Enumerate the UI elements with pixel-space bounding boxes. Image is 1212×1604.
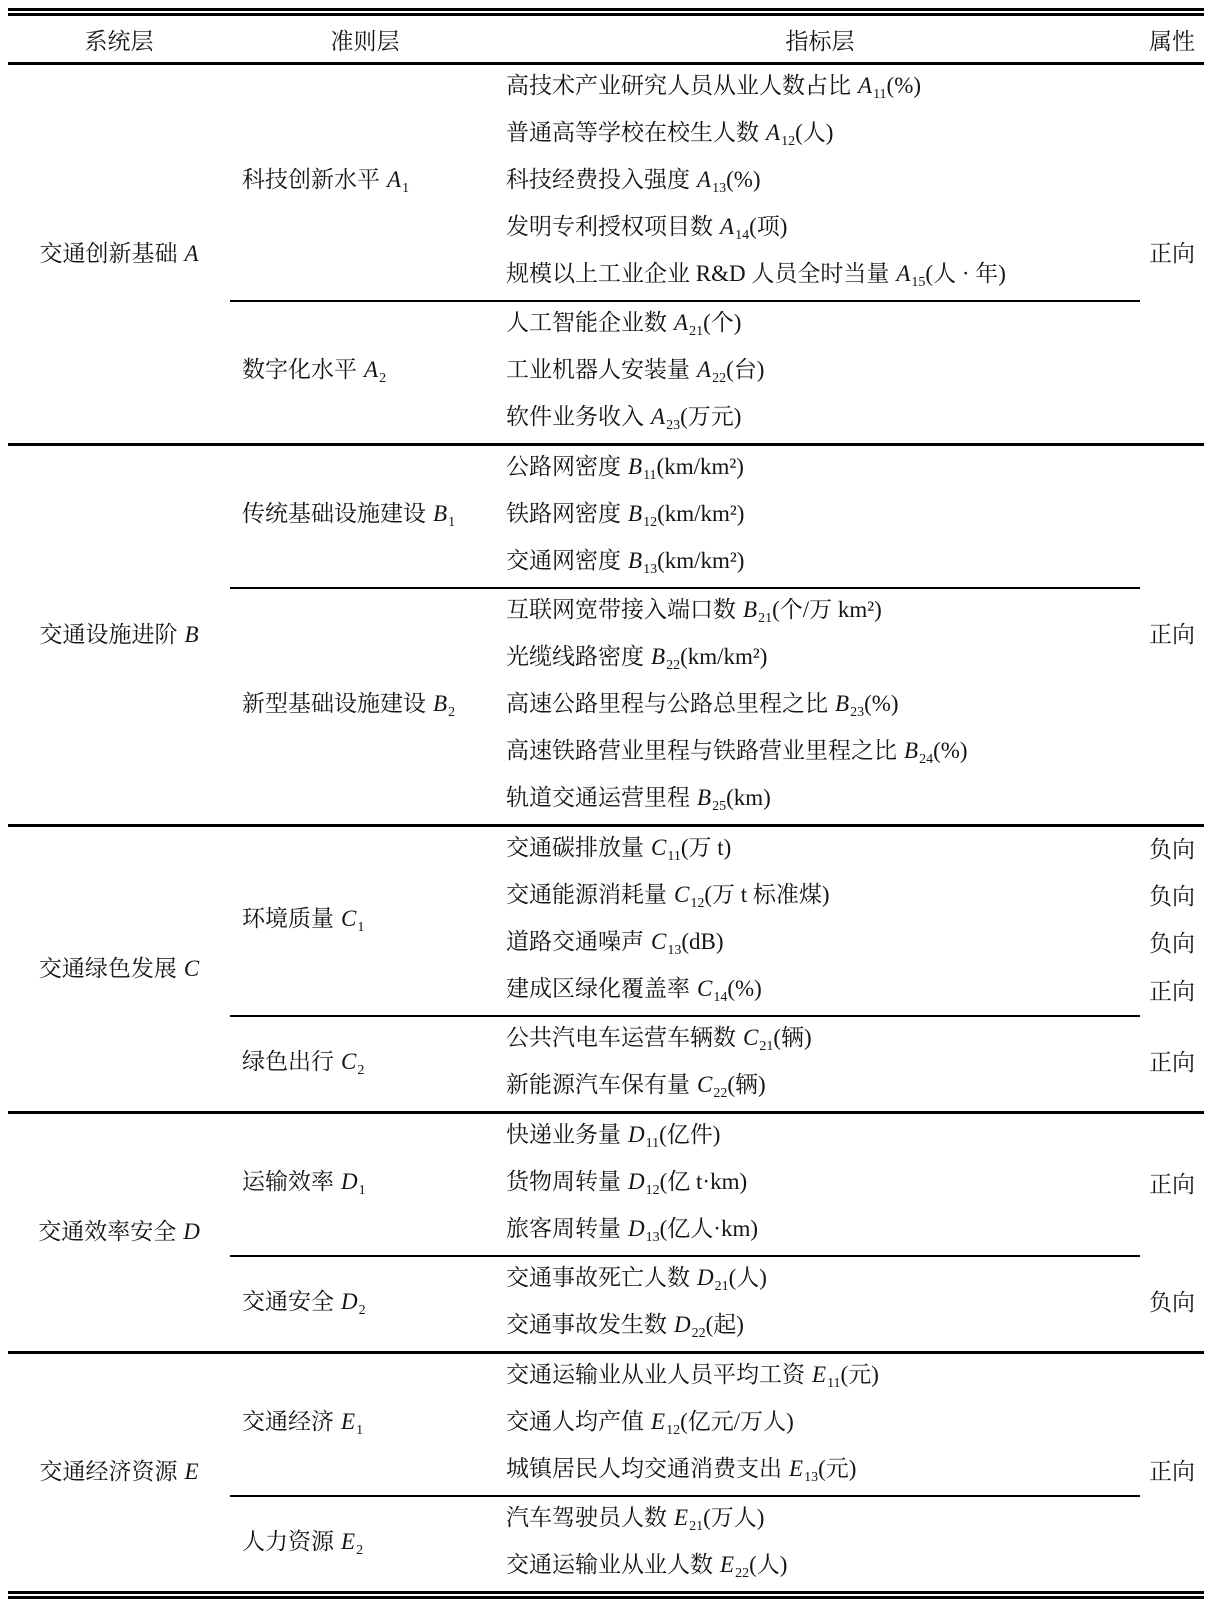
indicator-unit: (亿人·km) [659, 1216, 758, 1242]
indicator-sub: 24 [919, 752, 934, 768]
indicator-var: E [674, 1505, 689, 1531]
indicator-cell-A14 [500, 206, 1140, 253]
indicator-cell-D12 [500, 1161, 1140, 1208]
indicator-sub: 13 [643, 562, 658, 578]
indicator-sub: 22 [712, 371, 727, 387]
indicator-label: 道路交通噪声 [506, 929, 644, 955]
criterion-cell-E2 [230, 1496, 500, 1591]
indicator-cell-A22 [500, 349, 1140, 396]
indicator-unit: (万 t) [680, 835, 732, 861]
indicator-label: 人工智能企业数 [506, 310, 667, 336]
indicator-unit: (%) [886, 73, 922, 99]
system-var: C [183, 955, 200, 981]
criterion-cell-D1 [230, 1113, 500, 1257]
indicator-row-C-1 [8, 826, 1204, 875]
indicator-cell-B25 [500, 777, 1140, 826]
system-var: D [183, 1219, 200, 1245]
system-cell-B [8, 445, 230, 826]
attribute-label: 正向 [1149, 240, 1195, 266]
indicator-cell-E12 [500, 1401, 1140, 1448]
criterion-label: 科技创新水平 [242, 167, 380, 193]
indicator-cell-C22 [500, 1064, 1140, 1113]
indicator-sub: 23 [850, 705, 865, 721]
indicator-label: 交通人均产值 [506, 1409, 644, 1435]
criterion-label: 交通经济 [242, 1409, 334, 1435]
system-var: B [184, 621, 199, 647]
indicator-var: C [651, 929, 667, 955]
indicator-unit: (km/km²) [656, 454, 744, 480]
indicator-unit: (人) [795, 120, 834, 146]
indicator-label: 铁路网密度 [506, 501, 621, 527]
indicator-unit: (元) [818, 1456, 857, 1482]
indicator-label: 工业机器人安装量 [506, 357, 690, 383]
criterion-cell-C2 [230, 1016, 500, 1113]
criterion-sub: 1 [358, 1183, 366, 1199]
indicator-var: B [835, 691, 850, 717]
indicator-var: C [651, 835, 667, 861]
indicator-row-B-1 [8, 445, 1204, 494]
indicator-cell-B12 [500, 493, 1140, 540]
attribute-cell-D-1 [1140, 1113, 1204, 1257]
indicator-unit: (km/km²) [657, 501, 745, 527]
indicator-sub: 22 [713, 1086, 728, 1102]
indicator-sub: 21 [714, 1279, 729, 1295]
indicator-cell-A12 [500, 112, 1140, 159]
system-label: 交通设施进阶 [39, 621, 178, 647]
indicator-var: C [743, 1025, 759, 1051]
index-system-table-wrap [8, 8, 1204, 1599]
criterion-label: 传统基础设施建设 [242, 501, 426, 527]
indicator-sub: 25 [712, 799, 727, 815]
indicator-var: A [858, 73, 873, 99]
indicator-label: 高速铁路营业里程与铁路营业里程之比 [506, 738, 897, 764]
indicator-sub: 12 [666, 1423, 681, 1439]
indicator-cell-E22 [500, 1544, 1140, 1591]
criterion-cell-E1 [230, 1353, 500, 1497]
indicator-label: 汽车驾驶员人数 [506, 1505, 667, 1531]
indicator-cell-C13 [500, 921, 1140, 968]
indicator-var: E [812, 1362, 827, 1388]
criterion-cell-D2 [230, 1256, 500, 1353]
attribute-label: 正向 [1149, 1050, 1195, 1076]
system-cell-C [8, 826, 230, 1113]
indicator-sub: 15 [911, 275, 926, 291]
section-E [8, 1353, 1204, 1592]
indicator-var: B [743, 597, 758, 623]
indicator-unit: (dB) [681, 929, 724, 955]
indicator-sub: 12 [781, 134, 796, 150]
criterion-sub: 2 [448, 705, 456, 721]
criterion-sub: 1 [356, 1423, 364, 1439]
indicator-var: B [697, 785, 712, 811]
criterion-label: 交通安全 [242, 1288, 334, 1314]
indicator-var: B [904, 738, 919, 764]
indicator-label: 高技术产业研究人员从业人数占比 [506, 73, 851, 99]
indicator-var: A [720, 214, 735, 240]
indicator-unit: (项) [749, 214, 788, 240]
indicator-cell-E13 [500, 1448, 1140, 1496]
indicator-cell-A11 [500, 64, 1140, 113]
indicator-label: 交通运输业从业人数 [506, 1552, 713, 1578]
indicator-label: 科技经费投入强度 [506, 167, 690, 193]
indicator-cell-D13 [500, 1208, 1140, 1256]
criterion-label: 新型基础设施建设 [242, 691, 426, 717]
criterion-var: B [433, 501, 448, 527]
indicator-unit: (亿元/万人) [680, 1409, 794, 1435]
indicator-row-D-1 [8, 1113, 1204, 1162]
criterion-sub: 1 [402, 181, 410, 197]
attribute-label: 正向 [1149, 1459, 1195, 1485]
indicator-var: C [674, 882, 690, 908]
criterion-sub: 2 [357, 1062, 365, 1078]
indicator-unit: (km/km²) [680, 644, 768, 670]
indicator-cell-B24 [500, 730, 1140, 777]
criterion-var: D [341, 1288, 358, 1314]
criterion-sub: 2 [356, 1542, 364, 1558]
header-indicator: 指标层 [500, 16, 1140, 64]
indicator-var: C [697, 976, 713, 1002]
indicator-cell-B13 [500, 540, 1140, 588]
indicator-label: 规模以上工业企业 R&D 人员全时当量 [506, 261, 890, 287]
attribute-cell-B-1 [1140, 445, 1204, 826]
indicator-var: E [651, 1409, 666, 1435]
criterion-var: C [341, 1048, 357, 1074]
indicator-label: 交通运输业从业人员平均工资 [506, 1362, 805, 1388]
indicator-sub: 21 [759, 1039, 774, 1055]
system-cell-D [8, 1113, 230, 1353]
indicator-var: B [628, 454, 643, 480]
criterion-label: 数字化水平 [242, 357, 357, 383]
system-cell-A [8, 64, 230, 445]
indicator-label: 软件业务收入 [506, 404, 644, 430]
indicator-unit: (人) [749, 1552, 788, 1578]
indicator-sub: 21 [758, 611, 773, 627]
criterion-cell-C1 [230, 826, 500, 1017]
indicator-sub: 14 [735, 228, 750, 244]
attribute-label: 负向 [1149, 837, 1195, 863]
attribute-cell-A-1 [1140, 64, 1204, 445]
indicator-var: A [674, 310, 689, 336]
indicator-cell-C21 [500, 1016, 1140, 1064]
criterion-cell-A2 [230, 301, 500, 445]
attribute-cell-C-1 [1140, 826, 1204, 875]
indicator-cell-D11 [500, 1113, 1140, 1162]
indicator-cell-A21 [500, 301, 1140, 349]
criterion-label: 人力资源 [242, 1528, 334, 1554]
indicator-sub: 21 [689, 324, 704, 340]
indicator-sub: 22 [735, 1566, 750, 1582]
indicator-sub: 11 [873, 87, 887, 103]
indicator-var: E [789, 1456, 804, 1482]
criterion-var: B [433, 691, 448, 717]
indicator-row-E-1 [8, 1353, 1204, 1402]
criterion-label: 运输效率 [242, 1169, 334, 1195]
indicator-cell-E21 [500, 1496, 1140, 1544]
indicator-label: 建成区绿化覆盖率 [506, 976, 690, 1002]
criterion-label: 环境质量 [242, 905, 334, 931]
indicator-label: 城镇居民人均交通消费支出 [506, 1456, 782, 1482]
attribute-cell-E-1 [1140, 1353, 1204, 1592]
indicator-unit: (万元) [680, 404, 742, 430]
attribute-cell-C-3 [1140, 921, 1204, 968]
indicator-cell-A15 [500, 253, 1140, 301]
indicator-label: 旅客周转量 [506, 1216, 621, 1242]
indicator-unit: (%) [726, 167, 761, 193]
indicator-var: C [697, 1072, 713, 1098]
indicator-sub: 11 [827, 1376, 841, 1392]
indicator-label: 交通事故死亡人数 [506, 1265, 690, 1291]
indicator-cell-B23 [500, 683, 1140, 730]
indicator-unit: (万人) [703, 1505, 765, 1531]
indicator-unit: (个) [703, 310, 742, 336]
indicator-unit: (元) [840, 1362, 879, 1388]
attribute-cell-C-5 [1140, 1016, 1204, 1113]
indicator-sub: 12 [645, 1183, 660, 1199]
indicator-var: D [628, 1216, 645, 1242]
indicator-label: 发明专利授权项目数 [506, 214, 713, 240]
indicator-var: B [628, 501, 643, 527]
indicator-cell-C12 [500, 874, 1140, 921]
indicator-unit: (辆) [773, 1025, 812, 1051]
header-row [8, 16, 1204, 64]
indicator-sub: 13 [645, 1230, 660, 1246]
indicator-var: D [628, 1122, 645, 1148]
indicator-cell-E11 [500, 1353, 1140, 1402]
criterion-cell-A1 [230, 64, 500, 302]
indicator-unit: (%) [727, 976, 762, 1002]
indicator-cell-B21 [500, 588, 1140, 636]
criterion-sub: 2 [358, 1302, 366, 1318]
indicator-cell-A23 [500, 396, 1140, 445]
indicator-var: D [697, 1265, 714, 1291]
indicator-cell-C11 [500, 826, 1140, 875]
indicator-label: 光缆线路密度 [506, 644, 644, 670]
indicator-label: 公共汽电车运营车辆数 [506, 1025, 736, 1051]
attribute-cell-C-2 [1140, 874, 1204, 921]
header-system: 系统层 [8, 16, 230, 64]
indicator-label: 新能源汽车保有量 [506, 1072, 690, 1098]
system-cell-E [8, 1353, 230, 1592]
indicator-sub: 13 [712, 181, 727, 197]
criterion-label: 绿色出行 [242, 1048, 334, 1074]
criterion-var: A [387, 167, 402, 193]
criterion-var: D [341, 1169, 358, 1195]
indicator-unit: (km) [726, 785, 771, 811]
indicator-label: 公路网密度 [506, 454, 621, 480]
indicator-sub: 14 [713, 990, 728, 1006]
indicator-label: 轨道交通运营里程 [506, 785, 690, 811]
criterion-cell-B1 [230, 445, 500, 589]
indicator-sub: 13 [667, 943, 682, 959]
section-D [8, 1113, 1204, 1353]
indicator-sub: 11 [643, 468, 657, 484]
indicator-cell-D22 [500, 1304, 1140, 1353]
indicator-sub: 11 [645, 1136, 660, 1152]
criterion-sub: 2 [379, 371, 387, 387]
indicator-var: B [628, 548, 643, 574]
indicator-var: D [674, 1312, 691, 1338]
indicator-unit: (人 · 年) [925, 261, 1006, 287]
indicator-sub: 12 [643, 515, 658, 531]
indicator-unit: (人) [728, 1265, 767, 1291]
system-label: 交通绿色发展 [38, 955, 177, 981]
indicator-var: A [651, 404, 666, 430]
attribute-label: 负向 [1149, 931, 1195, 957]
indicator-cell-C14 [500, 968, 1140, 1016]
indicator-unit: (万 t 标准煤) [704, 882, 830, 908]
indicator-label: 交通事故发生数 [506, 1312, 667, 1338]
indicator-sub: 22 [666, 658, 681, 674]
indicator-cell-B22 [500, 636, 1140, 683]
indicator-label: 高速公路里程与公路总里程之比 [506, 691, 828, 717]
section-B [8, 445, 1204, 826]
indicator-sub: 22 [691, 1326, 706, 1342]
system-label: 交通效率安全 [38, 1219, 177, 1245]
indicator-sub: 12 [690, 896, 705, 912]
criterion-sub: 1 [357, 919, 365, 935]
indicator-label: 互联网宽带接入端口数 [506, 597, 736, 623]
system-label: 交通经济资源 [39, 1459, 178, 1485]
criterion-cell-B2 [230, 588, 500, 826]
indicator-sub: 21 [689, 1519, 704, 1535]
indicator-label: 交通能源消耗量 [506, 882, 667, 908]
system-var: A [184, 240, 199, 266]
attribute-label: 正向 [1149, 621, 1195, 647]
indicator-label: 货物周转量 [506, 1169, 621, 1195]
indicator-unit: (%) [933, 738, 968, 764]
indicator-var: E [720, 1552, 735, 1578]
section-C [8, 826, 1204, 1113]
indicator-unit: (台) [726, 357, 765, 383]
criterion-var: A [364, 357, 379, 383]
indicator-unit: (亿 t·km) [659, 1169, 748, 1195]
criterion-var: C [341, 905, 357, 931]
indicator-var: A [697, 167, 712, 193]
header-attribute: 属性 [1140, 16, 1204, 64]
indicator-unit: (个/万 km²) [772, 597, 882, 623]
attribute-label: 负向 [1149, 884, 1195, 910]
indicator-sub: 11 [667, 849, 681, 865]
indicator-unit: (辆) [727, 1072, 766, 1098]
attribute-label: 正向 [1149, 978, 1195, 1004]
indicator-var: A [697, 357, 712, 383]
header-criterion: 准则层 [230, 16, 500, 64]
indicator-sub: 23 [666, 418, 681, 434]
attribute-cell-C-4 [1140, 968, 1204, 1016]
indicator-var: B [651, 644, 666, 670]
index-system-table [8, 16, 1204, 1591]
attribute-label: 正向 [1149, 1171, 1195, 1197]
indicator-unit: (%) [864, 691, 899, 717]
section-A [8, 64, 1204, 445]
indicator-label: 快递业务量 [506, 1122, 621, 1148]
table-header [8, 16, 1204, 64]
indicator-row-A-1 [8, 64, 1204, 113]
indicator-label: 普通高等学校在校生人数 [506, 120, 759, 146]
criterion-var: E [341, 1409, 356, 1435]
system-label: 交通创新基础 [39, 240, 178, 266]
indicator-var: D [628, 1169, 645, 1195]
indicator-sub: 13 [804, 1470, 819, 1486]
system-var: E [184, 1459, 199, 1485]
indicator-var: A [896, 261, 911, 287]
indicator-cell-D21 [500, 1256, 1140, 1304]
indicator-unit: (亿件) [659, 1122, 721, 1148]
criterion-var: E [341, 1528, 356, 1554]
attribute-cell-D-2 [1140, 1256, 1204, 1353]
indicator-label: 交通网密度 [506, 548, 621, 574]
indicator-label: 交通碳排放量 [506, 835, 644, 861]
indicator-unit: (起) [705, 1312, 744, 1338]
attribute-label: 负向 [1149, 1290, 1195, 1316]
indicator-var: A [766, 120, 781, 146]
indicator-unit: (km/km²) [657, 548, 745, 574]
indicator-cell-B11 [500, 445, 1140, 494]
indicator-cell-A13 [500, 159, 1140, 206]
criterion-sub: 1 [448, 515, 456, 531]
